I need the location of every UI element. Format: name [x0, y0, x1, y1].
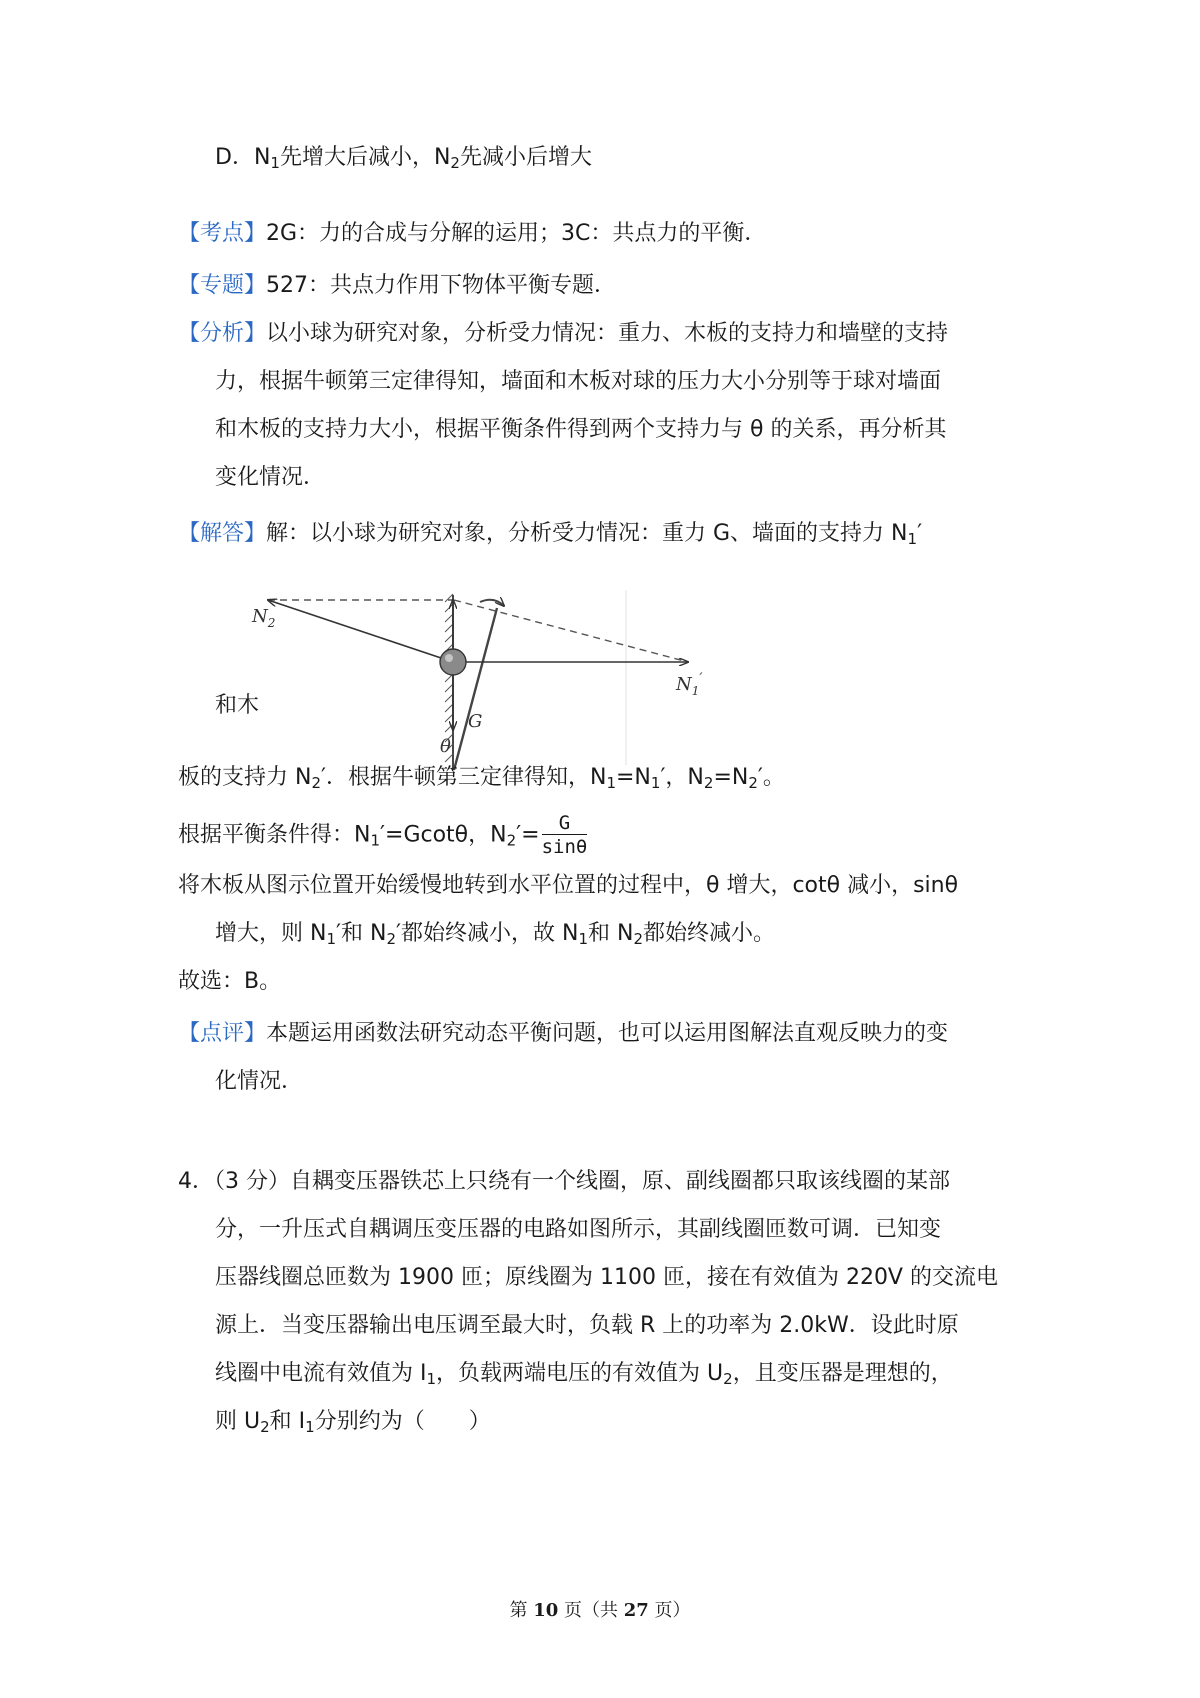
subscript: 1: [578, 930, 588, 948]
jieda-line-3: [178, 812, 587, 859]
text: 增大，则 N: [215, 921, 327, 946]
question4-line-4: 源上．当变压器输出电压调至最大时，负载 R 上的功率为 2.0kW．设此时原: [215, 1313, 959, 1338]
kaodian-tag: 【考点】: [178, 221, 267, 246]
text: 线圈中电流有效值为 I: [215, 1361, 427, 1386]
page-footer: [0, 1596, 1200, 1622]
question4-line-6: [215, 1406, 491, 1438]
jieda-line-5: [215, 918, 775, 950]
subscript: 2: [450, 154, 460, 172]
text: ′。: [757, 765, 785, 790]
subscript: 2: [633, 930, 643, 948]
jieda-tag: 【解答】: [178, 521, 267, 546]
fenxi-line-2: 力，根据牛顿第三定律得知，墙面和木板对球的压力大小分别等于球对墙面: [215, 369, 942, 394]
fenxi-text: 以小球为研究对象，分析受力情况：重力、木板的支持力和墙壁的支持: [266, 321, 949, 346]
text: ，负载两端电压的有效值为 U: [436, 1361, 724, 1386]
subscript: 2: [260, 1418, 270, 1436]
text: 则 U: [215, 1409, 261, 1434]
footer-text: 第: [509, 1600, 534, 1621]
question4-line-3: 压器线圈总匝数为 1900 匝；原线圈为 1100 匝，接在有效值为 220V 的交流电: [215, 1265, 998, 1290]
label-n2: $N_2$: [252, 606, 276, 630]
subscript: 2: [506, 831, 517, 850]
subscript: 1: [326, 930, 336, 948]
text: 和 N: [588, 921, 634, 946]
fraction: [542, 812, 588, 859]
option-d-text: D．N: [215, 145, 271, 170]
text: 都始终减小。: [643, 921, 776, 946]
jieda-line-2: [178, 762, 785, 794]
text: 分别约为（ ）: [314, 1409, 491, 1434]
text: ′=Gcotθ，N: [380, 822, 507, 848]
text: ′都始终减小，故 N: [396, 921, 579, 946]
text: 根据平衡条件得：N: [178, 822, 371, 848]
dianping-line-2: 化情况．: [215, 1069, 304, 1094]
question4-line-5: [215, 1358, 953, 1390]
label-theta: θ: [440, 736, 451, 757]
subscript: 1: [907, 530, 918, 548]
ball-highlight: [445, 654, 453, 662]
subscript: 1: [270, 154, 280, 172]
subscript: 1: [650, 774, 661, 792]
zhuanti-text: 527：共点力作用下物体平衡专题．: [266, 273, 617, 298]
dianping-tag: 【点评】: [178, 1021, 267, 1046]
subscript: 1: [426, 1370, 437, 1388]
jieda-text: 解：以小球为研究对象，分析受力情况：重力 G、墙面的支持力 N: [266, 521, 908, 546]
force-diagram: [252, 580, 778, 780]
option-d: [215, 142, 592, 174]
prime: ′: [917, 521, 923, 546]
jieda-he-mu: 和木: [215, 693, 260, 718]
option-d-text: 先减小后增大: [459, 145, 592, 170]
label-g: G: [468, 711, 483, 732]
kaodian-text: 2G：力的合成与分解的运用；3C：共点力的平衡．: [266, 221, 767, 246]
jieda-line-1: [178, 518, 922, 550]
footer-text: 页（共: [558, 1600, 624, 1621]
page-total: 27: [623, 1600, 649, 1621]
dianping-line-1: [178, 1018, 948, 1050]
force-n2: [268, 600, 453, 662]
text: ′=: [516, 822, 540, 848]
board: [454, 608, 497, 770]
subscript: 2: [723, 1370, 733, 1388]
footer-text: 页）: [648, 1600, 691, 1621]
zhuanti-section: [178, 270, 616, 302]
text: =N: [713, 765, 749, 790]
fraction-numerator: G: [542, 812, 588, 835]
subscript: 1: [606, 774, 616, 792]
text: 和 I: [269, 1409, 306, 1434]
fenxi-line-4: 变化情况．: [215, 465, 326, 490]
text: ′．根据牛顿第三定律得知，N: [321, 765, 607, 790]
fenxi-line-1: [178, 318, 948, 350]
text: 板的支持力 N: [178, 765, 312, 790]
zhuanti-tag: 【专题】: [178, 273, 267, 298]
question4-line-1: 4．（3 分）自耦变压器铁芯上只绕有一个线圈，原、副线圈都只取该线圈的某部: [178, 1169, 950, 1194]
subscript: 2: [703, 774, 714, 792]
dashed-diagonal: [454, 600, 688, 662]
subscript: 2: [311, 774, 321, 792]
text: ′和 N: [336, 921, 387, 946]
ball: [440, 649, 466, 675]
subscript: 2: [386, 930, 396, 948]
option-d-text: 先增大后减小，N: [279, 145, 451, 170]
kaodian-section: [178, 218, 766, 250]
fraction-denominator: sinθ: [541, 836, 588, 858]
rotation-arrow: [480, 600, 504, 606]
page-number: 10: [533, 1600, 559, 1621]
jieda-line-4: 将木板从图示位置开始缓慢地转到水平位置的过程中，θ 增大，cotθ 减小，sinθ: [178, 873, 959, 898]
label-n1: $N_1'$: [676, 671, 703, 698]
text: ，且变压器是理想的，: [732, 1361, 953, 1386]
fenxi-tag: 【分析】: [178, 321, 267, 346]
fenxi-line-3: 和木板的支持力大小，根据平衡条件得到两个支持力与 θ 的关系，再分析其: [215, 417, 947, 442]
subscript: 1: [305, 1418, 315, 1436]
subscript: 1: [370, 831, 381, 850]
question4-line-2: 分，一升压式自耦调压变压器的电路如图所示，其副线圈匝数可调．已知变: [215, 1217, 942, 1242]
jieda-answer: 故选：B。: [178, 969, 282, 994]
text: =N: [616, 765, 651, 790]
dianping-text: 本题运用函数法研究动态平衡问题，也可以运用图解法直观反映力的变: [266, 1021, 949, 1046]
text: ′，N: [660, 765, 704, 790]
subscript: 2: [748, 774, 758, 792]
